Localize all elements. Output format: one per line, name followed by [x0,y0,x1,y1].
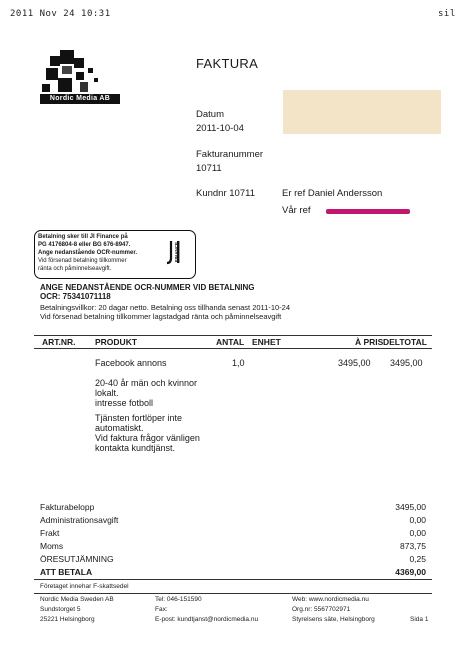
ocr-heading: ANGE NEDANSTÅENDE OCR-NUMMER VID BETALNING [40,283,255,292]
page-number: Sida 1 [410,616,429,623]
ocr-number: OCR: 75341071118 [40,292,111,301]
address-box [283,90,441,134]
table-top-rule [34,335,432,336]
logo-mosaic-icon [40,50,120,94]
total-due-label: ATT BETALA [40,567,93,577]
col-header-total: DELTOTAL [383,337,427,347]
footer-street: Sundstorget 5 [40,606,81,613]
company-logo [40,50,120,104]
customer-reference: Er ref Daniel Andersson [282,188,383,199]
summary-value: 0,00 [409,515,426,525]
payment-info-box [34,230,196,279]
invoice-number-value: 10711 [196,163,222,174]
description-line: Vid faktura frågor vänligen [95,433,200,443]
our-reference-label: Vår ref [282,205,311,216]
description-line: kontakta kundtjänst. [95,443,176,453]
payment-line-4: Vid försenad betalning tillkommer [38,258,127,264]
row-qty: 1,0 [232,358,245,368]
late-payment-note: Vid försenad betalning tillkommer lagstadgad ränta och påminnelseavgift [40,312,282,321]
summary-value: 0,25 [409,554,426,564]
fax-id: sil [438,9,456,19]
ji-finance-logo [165,238,191,268]
table-header-rule [34,348,432,349]
summary-value: 0,00 [409,528,426,538]
fax-timestamp: 2011 Nov 24 10:31 [10,9,111,19]
footer-web: Web: www.nordicmedia.nu [292,596,369,603]
tax-note: Företaget innehar F-skattsedel [40,583,129,590]
logo-wordmark: Nordic Media AB [40,94,120,104]
col-header-art: ART.NR. [42,337,76,347]
description-line: automatiskt. [95,423,144,433]
summary-label: Moms [40,541,64,551]
col-header-price: À PRIS [355,337,384,347]
footer-seat: Styrelsens säte, Helsingborg [292,616,375,623]
payment-terms: Betalningsvillkor: 20 dagar netto. Betalning oss tillhanda senast 2011-10-24 [40,303,291,312]
description-line: Tjänsten fortlöper inte [95,413,183,423]
footer-phone: Tel: 046-151590 [155,596,202,603]
summary-bottom-rule [34,579,432,580]
payment-line-5: ränta och påminnelseavgift. [38,266,112,272]
summary-value: 873,75 [400,541,426,551]
payment-line-2: PG 4176804-8 eller BG 676-8947. [38,242,131,248]
customer-number: Kundnr 10711 [196,188,255,199]
footer-email: E-post: kundtjanst@nordicmedia.nu [155,616,259,623]
payment-line-1: Betalning sker till JI Finance på [38,234,128,240]
redaction-mark [326,209,410,214]
footer-city: 25221 Helsingborg [40,616,95,623]
date-value: 2011-10-04 [196,123,244,134]
row-product: Facebook annons [95,358,167,368]
total-due-value: 4369,00 [395,567,426,577]
description-line: 20-40 år män och kvinnor [95,378,198,388]
summary-label: Fakturabelopp [40,502,95,512]
footer-orgnr: Org.nr: 5567702971 [292,606,351,613]
description-line: intresse fotboll [95,398,154,408]
date-label: Datum [196,109,224,120]
footer-rule [34,593,432,594]
finance-logo-text: FINANCE [174,242,179,262]
footer-company: Nordic Media Sweden AB [40,596,114,603]
summary-label: ÖRESUTJÄMNING [40,554,114,564]
col-header-unit: ENHET [252,337,281,347]
col-header-product: PRODUKT [95,337,138,347]
payment-line-3: Ange nedanstående OCR-nummer. [38,250,138,256]
description-line: lokalt. [95,388,119,398]
invoice-number-label: Fakturanummer [196,149,264,160]
row-price: 3495,00 [338,358,371,368]
footer-fax: Fax: [155,606,168,613]
summary-value: 3495,00 [395,502,426,512]
summary-label: Administrationsavgift [40,515,119,525]
row-total: 3495,00 [390,358,423,368]
col-header-qty: ANTAL [216,337,245,347]
summary-label: Frakt [40,528,60,538]
invoice-title: FAKTURA [196,56,259,71]
